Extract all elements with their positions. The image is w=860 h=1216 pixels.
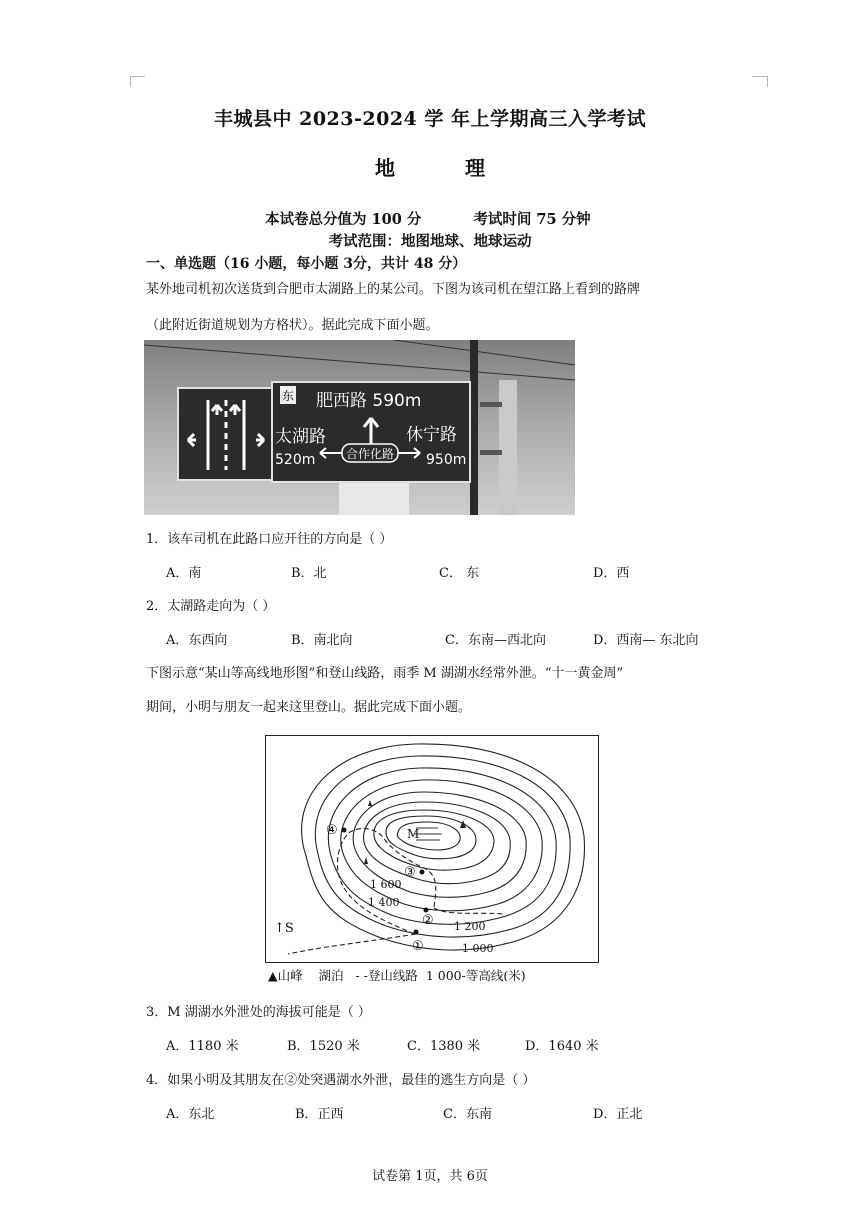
exam-time: 考试时间 75 分钟 — [473, 211, 591, 228]
point-1-label: ① — [412, 939, 424, 954]
road-sign-photo — [144, 340, 575, 515]
option-c[interactable]: C．东南 — [443, 1107, 492, 1122]
contour-map-drawing — [266, 736, 598, 962]
passage-line: 下图示意“某山等高线地形图”和登山线路，雨季 M 湖湖水经常外泄。“十一黄金周” — [146, 666, 624, 681]
north-arrow: ↑S — [274, 921, 294, 936]
option-a[interactable]: A．东西向 — [166, 633, 228, 648]
option-c[interactable]: C． 东 — [439, 566, 480, 581]
legend-contour: 1 000-等高线(米) — [425, 968, 526, 983]
option-c[interactable]: C．东南—西北向 — [445, 633, 546, 648]
option-d[interactable]: D．西 — [593, 566, 630, 581]
contour-label: 1 600 — [370, 878, 402, 891]
road-sign-drawing — [144, 340, 575, 515]
option-c[interactable]: C．1380 米 — [407, 1039, 481, 1054]
option-b[interactable]: B．南北向 — [291, 633, 353, 648]
legend-route: - -登山线路 — [355, 968, 418, 983]
sign-right-road: 休宁路 — [406, 425, 457, 445]
exam-info — [265, 208, 591, 229]
total-score: 本试卷总分值为 100 分 — [265, 211, 422, 228]
sign-right-dist: 950m — [426, 452, 467, 468]
question-stem: 3．M 湖湖水外泄处的海拔可能是（ ） — [146, 1005, 371, 1020]
passage-line: （此附近街道规划为方格状）。据此完成下面小题。 — [146, 318, 439, 333]
exam-scope: 考试范围：地图地球、地球运动 — [328, 233, 532, 250]
sign-left-dist: 520m — [275, 452, 316, 468]
sign-east-badge: 东 — [281, 389, 295, 403]
contour-label: 1 200 — [454, 920, 486, 933]
option-b[interactable]: B．北 — [291, 566, 327, 581]
sign-left-road: 太湖路 — [275, 427, 326, 447]
subject-title — [0, 152, 860, 181]
legend-peak: ▲山峰 — [268, 968, 303, 983]
page-corner-mark — [753, 76, 768, 87]
page-corner-mark — [130, 76, 145, 87]
lake-label: M — [407, 827, 420, 841]
option-b[interactable]: B．1520 米 — [287, 1039, 360, 1054]
passage-line: 期间，小明与朋友一起来这里登山。据此完成下面小题。 — [146, 700, 472, 715]
option-b[interactable]: B．正西 — [295, 1107, 344, 1122]
option-a[interactable]: A．东北 — [166, 1107, 215, 1122]
question-stem: 2．太湖路走向为（ ） — [146, 599, 276, 614]
contour-label: 1 400 — [368, 896, 400, 909]
option-a[interactable]: A．南 — [166, 566, 202, 581]
passage-line: 某外地司机初次送货到合肥市太湖路上的某公司。下图为该司机在望江路上看到的路牌 — [146, 282, 641, 297]
option-d[interactable]: D．1640 米 — [525, 1039, 599, 1054]
question-stem: 1．该车司机在此路口应开往的方向是（ ） — [146, 532, 393, 547]
subject-char: 理 — [465, 156, 485, 180]
subject-char: 地 — [375, 156, 395, 180]
contour-map — [265, 735, 599, 963]
map-legend — [268, 966, 526, 984]
legend-lake: 湖泊 — [318, 968, 344, 983]
sign-north-road: 肥西路 590m — [316, 391, 422, 411]
point-2-label: ② — [422, 913, 434, 928]
sign-center-road: 合作化路 — [345, 447, 395, 461]
option-a[interactable]: A．1180 米 — [166, 1039, 239, 1054]
page-footer: 试卷第 1页，共 6页 — [372, 1169, 488, 1184]
exam-title: 丰城县中 2023-2024 学 年上学期高三入学考试 — [214, 108, 646, 130]
section-heading: 一、单选题（16 小题，每小题 3分，共计 48 分） — [146, 256, 467, 272]
option-d[interactable]: D．西南— 东北向 — [593, 633, 699, 648]
question-stem: 4．如果小明及其朋友在②处突遇湖水外泄，最佳的逃生方向是（ ） — [146, 1073, 536, 1088]
contour-label: 1 000 — [462, 942, 494, 955]
point-4-label: ④ — [326, 823, 338, 838]
option-d[interactable]: D．正北 — [593, 1107, 643, 1122]
point-3-label: ③ — [404, 865, 416, 880]
